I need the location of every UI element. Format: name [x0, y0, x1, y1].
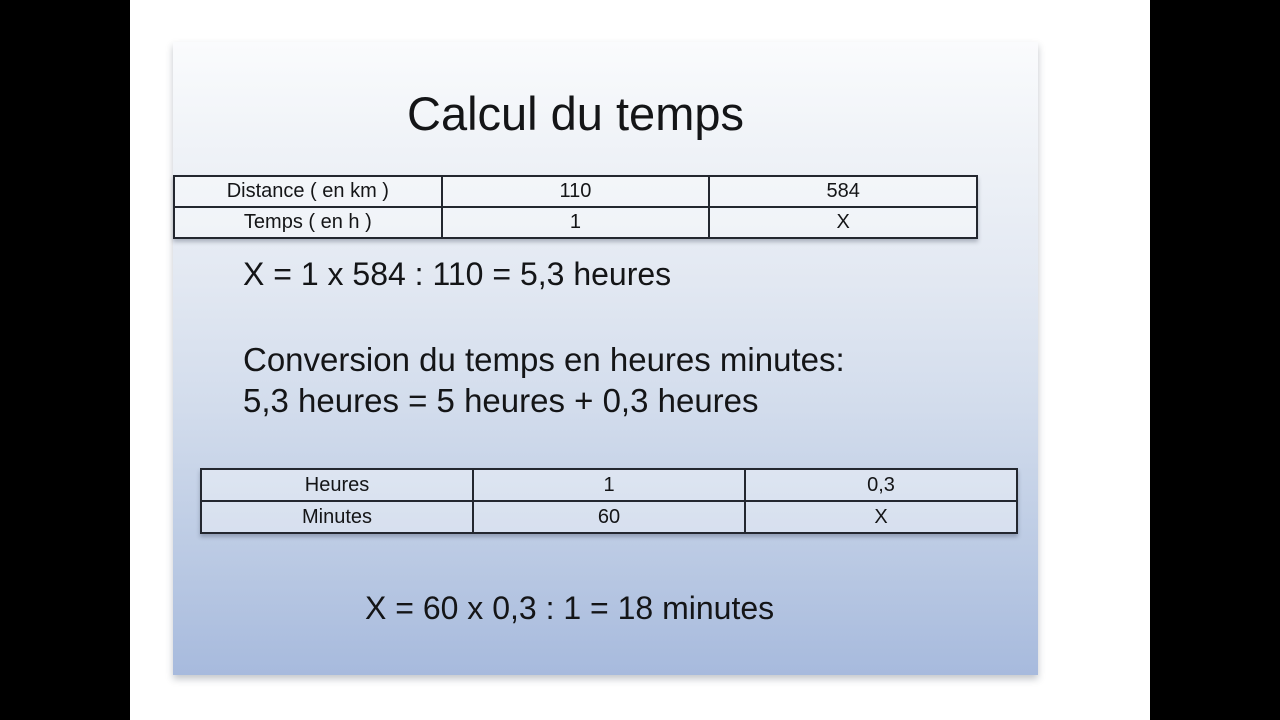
table-row-minutes: [201, 501, 1017, 533]
cell-time-value-2: X: [709, 207, 977, 238]
cell-distance-value-2: 584: [709, 176, 977, 207]
hours-minutes-table: [200, 468, 1018, 534]
cell-distance-label: Distance ( en km ): [174, 176, 442, 207]
table-row-time: [174, 207, 977, 238]
distance-time-table: [173, 175, 978, 239]
cell-hours-value-2: 0,3: [745, 469, 1017, 501]
conversion-block: [243, 339, 845, 421]
cell-time-label: Temps ( en h ): [174, 207, 442, 238]
formula-hours: X = 1 x 584 : 110 = 5,3 heures: [243, 256, 672, 292]
cell-hours-value-1: 1: [473, 469, 745, 501]
table-row-distance: [174, 176, 977, 207]
cell-time-value-1: 1: [442, 207, 710, 238]
letterbox-right: [1150, 0, 1280, 720]
cell-minutes-value-2: X: [745, 501, 1017, 533]
cell-minutes-label: Minutes: [201, 501, 473, 533]
cell-distance-value-1: 110: [442, 176, 710, 207]
conversion-line-2: 5,3 heures = 5 heures + 0,3 heures: [243, 382, 759, 419]
conversion-line-1: Conversion du temps en heures minutes:: [243, 341, 845, 378]
letterbox-left: [0, 0, 130, 720]
cell-hours-label: Heures: [201, 469, 473, 501]
slide: [173, 42, 1038, 675]
table-row-hours: [201, 469, 1017, 501]
formula-minutes: X = 60 x 0,3 : 1 = 18 minutes: [365, 590, 775, 626]
slide-title: Calcul du temps: [407, 87, 744, 140]
slide-canvas: [130, 0, 1150, 720]
cell-minutes-value-1: 60: [473, 501, 745, 533]
